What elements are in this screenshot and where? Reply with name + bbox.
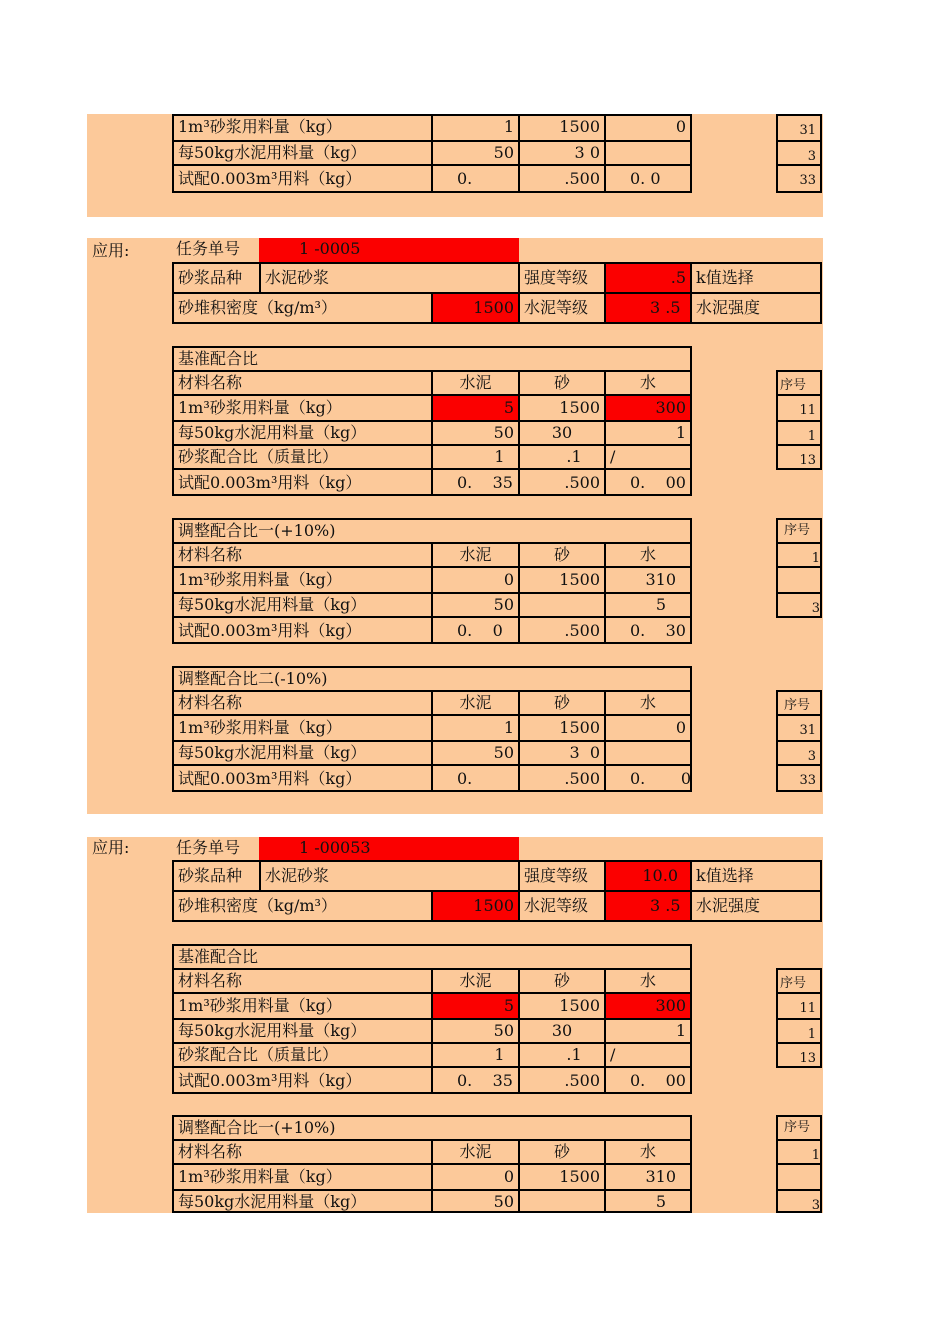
app2-adj1-r1-water[interactable]: 310: [604, 1163, 692, 1191]
app2-base-label-trial: 试配0.003m³用料（kg）: [172, 1066, 433, 1094]
app2-adj1-material-label: 材料名称: [172, 1139, 433, 1165]
app2-task-value[interactable]: 1 -00053: [259, 837, 519, 861]
app1-adj2-label-per50: 每50kg水泥用料量（kg）: [172, 740, 433, 766]
app2-base-seq-head: 序号: [776, 968, 822, 994]
app1-adj1-r2-cement[interactable]: 50: [431, 592, 520, 618]
app1-adj1-seq-2: [776, 566, 822, 594]
top-r1-water[interactable]: 0: [604, 114, 692, 142]
label-1m3: 1m³砂浆用料量（kg）: [172, 114, 433, 142]
app2-base-head-water: 水: [604, 968, 692, 994]
app1-adj2-seq-3: 33: [776, 764, 822, 792]
top-r1-cement[interactable]: 1: [431, 114, 520, 142]
app1-base-title: 基准配合比: [172, 346, 692, 372]
app1-adj2-label-trial: 试配0.003m³用料（kg）: [172, 764, 433, 792]
app1-adj2-r2-water[interactable]: [604, 740, 692, 766]
app2-base-seq-2: 1: [776, 1018, 822, 1044]
app1-adj1-r1-sand[interactable]: 1500: [518, 566, 606, 594]
app1-base-r2-sand[interactable]: 30: [518, 420, 606, 446]
app1-task-value[interactable]: 1 -0005: [259, 238, 519, 262]
app2-adj1-head-water: 水: [604, 1139, 692, 1165]
app2-strength-value[interactable]: 10.0: [604, 860, 692, 892]
top-r2-cement[interactable]: 50: [431, 140, 520, 166]
app1-cement-strength-label: 水泥强度: [690, 292, 822, 324]
app1-base-head-water: 水: [604, 370, 692, 396]
app1-adj2-title: 调整配合比二(-10%): [172, 666, 692, 692]
app2-base-r4-cement[interactable]: 0. 35: [431, 1066, 520, 1094]
app1-base-head-sand: 砂: [518, 370, 606, 396]
app1-adj2-head-water: 水: [604, 690, 692, 716]
app2-adj1-head-sand: 砂: [518, 1139, 606, 1165]
app1-adj2-r3-water[interactable]: 0. 0: [604, 764, 692, 792]
app1-base-r1-cement[interactable]: 5: [431, 394, 520, 422]
app2-apply-label: 应用:: [92, 838, 130, 857]
app1-adj2-seq-2: 3: [776, 740, 822, 766]
app1-base-r3-sand[interactable]: .1: [518, 444, 606, 470]
app2-base-title: 基准配合比: [172, 944, 692, 970]
app1-adj1-seq-head: 序号: [776, 518, 822, 544]
app2-base-head-sand: 砂: [518, 968, 606, 994]
app1-adj2-head-cement: 水泥: [431, 690, 520, 716]
app2-base-label-1m3: 1m³砂浆用料量（kg）: [172, 992, 433, 1020]
app1-task-label: 任务单号: [176, 239, 241, 258]
app1-mortar-label: 砂浆品种: [172, 262, 261, 294]
app2-base-seq-1: 11: [776, 992, 822, 1020]
label-trial: 试配0.003m³用料（kg）: [172, 164, 433, 193]
app1-adj2-r2-sand[interactable]: 3 0: [518, 740, 606, 766]
app1-adj2-r3-sand[interactable]: .500: [518, 764, 606, 792]
app2-adj1-r2-water[interactable]: 5: [604, 1189, 692, 1213]
app2-base-r4-water[interactable]: 0. 00: [604, 1066, 692, 1094]
app1-adj2-r3-cement[interactable]: 0.: [431, 764, 520, 792]
app2-base-r2-water[interactable]: 1: [604, 1018, 692, 1044]
app1-adj1-seq-3: 3: [776, 592, 822, 618]
app2-adj1-label-1m3: 1m³砂浆用料量（kg）: [172, 1163, 433, 1191]
top-r1-sand[interactable]: 1500: [518, 114, 606, 142]
app1-base-label-per50: 每50kg水泥用料量（kg）: [172, 420, 433, 446]
app1-adj1-label-trial: 试配0.003m³用料（kg）: [172, 616, 433, 644]
app1-adj1-r1-water[interactable]: 310: [604, 566, 692, 594]
app2-k-select[interactable]: k值选择: [690, 860, 822, 892]
top-seq-1: 31: [776, 114, 822, 142]
app1-grade-value[interactable]: 3 .5: [604, 292, 692, 324]
app2-strength-label: 强度等级: [518, 860, 606, 892]
app1-adj1-head-cement: 水泥: [431, 542, 520, 568]
app2-grade-label: 水泥等级: [518, 890, 606, 922]
app1-mortar-value[interactable]: 水泥砂浆: [259, 262, 520, 294]
app2-adj1-r1-sand[interactable]: 1500: [518, 1163, 606, 1191]
app2-task-label: 任务单号: [176, 838, 241, 857]
app2-base-r2-cement[interactable]: 50: [431, 1018, 520, 1044]
label-per50: 每50kg水泥用料量（kg）: [172, 140, 433, 166]
app2-mortar-label: 砂浆品种: [172, 860, 261, 892]
app1-base-head-cement: 水泥: [431, 370, 520, 396]
app1-k-select[interactable]: k值选择: [690, 262, 822, 294]
app2-adj1-title: 调整配合比一(+10%): [172, 1115, 692, 1141]
app1-base-label-ratio: 砂浆配合比（质量比）: [172, 444, 433, 470]
app1-base-r1-water[interactable]: 300: [604, 394, 692, 422]
app1-base-seq-3: 13: [776, 444, 822, 470]
app1-adj2-seq-head: 序号: [776, 690, 822, 716]
top-r2-water[interactable]: [604, 140, 692, 166]
app2-density-label: 砂堆积密度（kg/m³）: [172, 890, 433, 922]
app2-adj1-seq-2: [776, 1163, 822, 1191]
app2-base-label-ratio: 砂浆配合比（质量比）: [172, 1042, 433, 1068]
app2-base-seq-3: 13: [776, 1042, 822, 1068]
app2-base-r4-sand[interactable]: .500: [518, 1066, 606, 1094]
top-seq-3: 33: [776, 164, 822, 193]
app1-base-r1-sand[interactable]: 1500: [518, 394, 606, 422]
app2-adj1-seq-3: 3: [776, 1189, 822, 1213]
top-r3-sand[interactable]: .500: [518, 164, 606, 193]
app1-apply-label: 应用:: [92, 241, 130, 260]
app2-base-r2-sand[interactable]: 30: [518, 1018, 606, 1044]
app1-base-r2-water[interactable]: 1: [604, 420, 692, 446]
app2-adj1-r2-sand[interactable]: [518, 1189, 606, 1213]
app2-adj1-seq-1: 1: [776, 1139, 822, 1165]
app1-adj2-r1-sand[interactable]: 1500: [518, 714, 606, 742]
top-r3-water[interactable]: 0. 0: [604, 164, 692, 193]
app1-adj1-r3-cement[interactable]: 0. 0: [431, 616, 520, 644]
app2-base-r3-sand[interactable]: .1: [518, 1042, 606, 1068]
app1-adj1-r1-cement[interactable]: 0: [431, 566, 520, 594]
app1-adj1-label-1m3: 1m³砂浆用料量（kg）: [172, 566, 433, 594]
app2-adj1-r1-cement[interactable]: 0: [431, 1163, 520, 1191]
app1-adj1-material-label: 材料名称: [172, 542, 433, 568]
app1-base-r4-cement[interactable]: 0. 35: [431, 468, 520, 496]
app1-density-value[interactable]: 1500: [431, 292, 520, 324]
app2-mortar-value[interactable]: 水泥砂浆: [259, 860, 520, 892]
app2-base-material-label: 材料名称: [172, 968, 433, 994]
app2-base-r1-sand[interactable]: 1500: [518, 992, 606, 1020]
top-r2-sand[interactable]: 3 0: [518, 140, 606, 166]
app1-adj2-r2-cement[interactable]: 50: [431, 740, 520, 766]
app1-adj1-seq-1: 1: [776, 542, 822, 568]
app1-adj1-r2-sand[interactable]: [518, 592, 606, 618]
app1-adj1-title: 调整配合比一(+10%): [172, 518, 692, 544]
app1-base-r4-sand[interactable]: .500: [518, 468, 606, 496]
app2-cement-strength-label: 水泥强度: [690, 890, 822, 922]
app2-base-r1-water[interactable]: 300: [604, 992, 692, 1020]
app1-adj1-head-sand: 砂: [518, 542, 606, 568]
app1-adj1-label-per50: 每50kg水泥用料量（kg）: [172, 592, 433, 618]
app1-base-seq-1: 11: [776, 394, 822, 422]
app1-base-r3-cement[interactable]: 1: [431, 444, 520, 470]
app1-adj2-label-1m3: 1m³砂浆用料量（kg）: [172, 714, 433, 742]
app1-base-label-trial: 试配0.003m³用料（kg）: [172, 468, 433, 496]
app2-base-r3-water[interactable]: /: [604, 1042, 692, 1068]
app1-adj2-r1-cement[interactable]: 1: [431, 714, 520, 742]
app1-adj1-head-water: 水: [604, 542, 692, 568]
app2-density-value[interactable]: 1500: [431, 890, 520, 922]
app1-base-seq-2: 1: [776, 420, 822, 446]
app2-grade-value[interactable]: 3 .5: [604, 890, 692, 922]
app2-adj1-label-per50: 每50kg水泥用料量（kg）: [172, 1189, 433, 1213]
app1-adj2-material-label: 材料名称: [172, 690, 433, 716]
top-r3-cement[interactable]: 0.: [431, 164, 520, 193]
app2-base-head-cement: 水泥: [431, 968, 520, 994]
app1-base-seq-head: 序号: [776, 370, 822, 396]
app1-base-r3-water[interactable]: /: [604, 444, 692, 470]
app1-strength-value[interactable]: .5: [604, 262, 692, 294]
app1-grade-label: 水泥等级: [518, 292, 606, 324]
app2-base-label-per50: 每50kg水泥用料量（kg）: [172, 1018, 433, 1044]
top-seq-2: 3: [776, 140, 822, 166]
app1-adj2-head-sand: 砂: [518, 690, 606, 716]
app2-base-r3-cement[interactable]: 1: [431, 1042, 520, 1068]
app2-adj1-r2-cement[interactable]: 50: [431, 1189, 520, 1213]
app1-adj2-seq-1: 31: [776, 714, 822, 742]
app1-base-material-label: 材料名称: [172, 370, 433, 396]
app1-density-label: 砂堆积密度（kg/m³）: [172, 292, 433, 324]
app1-base-r2-cement[interactable]: 50: [431, 420, 520, 446]
app1-strength-label: 强度等级: [518, 262, 606, 294]
app1-adj1-r3-water[interactable]: 0. 30: [604, 616, 692, 644]
app2-adj1-seq-head: 序号: [776, 1115, 822, 1141]
app1-base-label-1m3: 1m³砂浆用料量（kg）: [172, 394, 433, 422]
app2-adj1-head-cement: 水泥: [431, 1139, 520, 1165]
app1-base-r4-water[interactable]: 0. 00: [604, 468, 692, 496]
app1-adj1-r2-water[interactable]: 5: [604, 592, 692, 618]
app2-base-r1-cement[interactable]: 5: [431, 992, 520, 1020]
app1-adj2-r1-water[interactable]: 0: [604, 714, 692, 742]
app1-adj1-r3-sand[interactable]: .500: [518, 616, 606, 644]
